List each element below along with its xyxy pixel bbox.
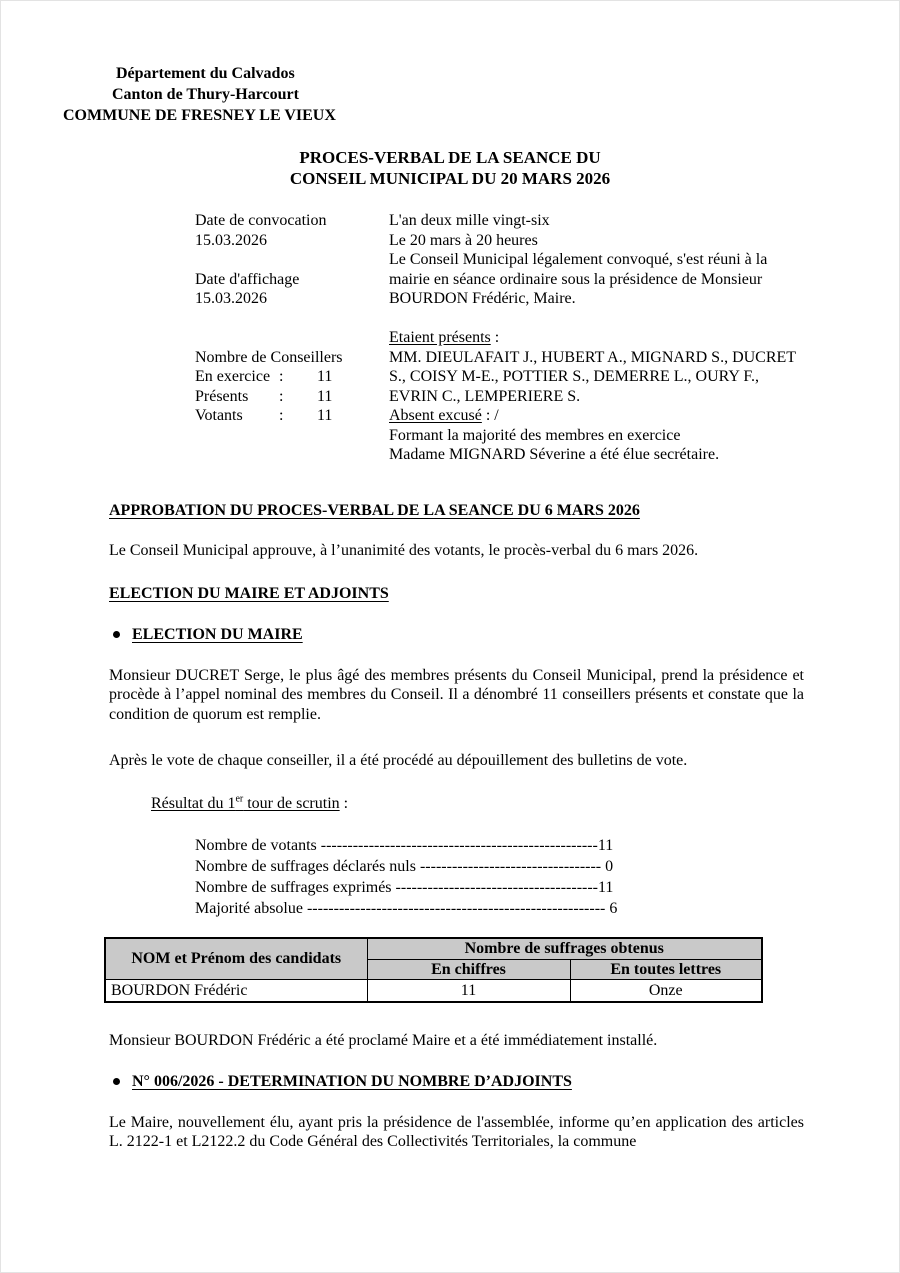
scrutin-line-majorite: [195, 898, 804, 919]
scrutin-line-votants: [195, 835, 804, 856]
absent-value: : /: [481, 407, 499, 424]
convocation-date: 15.03.2026: [195, 231, 267, 249]
spacer: [195, 309, 389, 329]
scrutin-round-rest: tour de scrutin: [243, 794, 340, 812]
scrutin-value: 11: [598, 879, 614, 896]
scrutin-round-label: [151, 794, 804, 814]
counter-row-exercice: [195, 367, 389, 387]
spacer: [195, 250, 389, 270]
bullet-icon: [113, 631, 120, 638]
counter-value: 11: [317, 368, 333, 385]
scrutin-label: Majorité absolue: [195, 900, 307, 917]
proclamation-paragraph: Monsieur BOURDON Frédéric a été proclamé Maire et a été immédiatement installé.: [109, 1031, 658, 1049]
scrutin-round-ordinal: er: [235, 793, 244, 805]
letterhead-departement: Département du Calvados: [116, 65, 295, 82]
election-maire-heading: ELECTION DU MAIRE: [132, 626, 303, 643]
presents-label-colon: :: [490, 329, 500, 346]
session-date-words: L'an deux mille vingt-six: [389, 212, 550, 229]
counter-label: En exercice: [195, 368, 271, 385]
scrutin-label: Nombre de suffrages déclarés nuls: [195, 858, 420, 875]
election-paragraph-1: Monsieur DUCRET Serge, le plus âgé des membres présents du Conseil Municipal, prend la présidence et procède à l’appel nominal des membres du Conseil. Il a dénombré 11 conseillers présents et constate que la condition de quorum est remplie.: [109, 666, 804, 723]
digits-cell: 11: [367, 980, 570, 1002]
counter-row-presents: [195, 387, 389, 407]
scrutin-results-list: [195, 835, 804, 919]
document-body: [109, 501, 804, 1152]
absent-label: Absent excusé: [389, 407, 482, 424]
scrutin-value: 0: [601, 858, 614, 875]
digits-header-cell: En chiffres: [367, 959, 570, 980]
letterhead-commune: COMMUNE DE FRESNEY LE VIEUX: [63, 107, 336, 124]
meeting-meta: [195, 211, 802, 465]
secretary-line: Madame MIGNARD Séverine a été élue secrétaire.: [389, 446, 720, 463]
counters-title: Nombre de Conseillers: [195, 348, 343, 366]
letterhead: [63, 1, 899, 126]
scrutin-value: 11: [597, 837, 614, 854]
title-line-2: CONSEIL MUNICIPAL DU 20 MARS 2026: [289, 169, 611, 188]
affichage-date: 15.03.2026: [195, 290, 267, 307]
document-title: [1, 147, 899, 189]
scrutin-round-underlined: [151, 795, 340, 812]
title-line-1: PROCES-VERBAL DE LA SEANCE DU: [299, 148, 601, 167]
scrutin-dashes: ----------------------------------: [419, 858, 602, 875]
scrutin-value: 6: [605, 900, 618, 917]
spacer: [389, 309, 802, 329]
presents-names: MM. DIEULAFAIT J., HUBERT A., MIGNARD S., DUCRET S., COISY M-E., POTTIER S., DEMERRE L., OURY F., EVRIN C., LEMPERIERE S.: [389, 348, 796, 405]
meta-right-column: [389, 211, 802, 465]
majority-line: Formant la majorité des membres en exercice: [389, 426, 681, 444]
approbation-paragraph: Le Conseil Municipal approuve, à l’unanimité des votants, le procès-verbal du 6 mars 2026.: [109, 542, 699, 559]
counter-value: 11: [317, 387, 333, 405]
letters-header-cell: En toutes lettres: [570, 959, 762, 980]
bullet-heading-adjoints: [109, 1072, 804, 1092]
table-header-row-1: [105, 938, 762, 959]
affichage-label: Date d'affichage: [195, 270, 300, 288]
letters-cell: Onze: [570, 980, 762, 1002]
election-paragraph-2: Après le vote de chaque conseiller, il a été procédé au dépouillement des bulletins de vote.: [109, 752, 688, 769]
scrutin-dashes: --------------------------------------: [395, 879, 598, 896]
convened-paragraph: Le Conseil Municipal légalement convoqué, s'est réuni à la mairie en séance ordinaire sous la présidence de Monsieur BOURDON Frédéric, Maire.: [389, 251, 768, 307]
vote-results-table: [104, 937, 763, 1003]
candidate-name-cell: BOURDON Frédéric: [105, 980, 367, 1002]
presents-label-line: [389, 328, 802, 348]
scrutin-round-prefix: Résultat du 1: [151, 794, 236, 812]
counter-value: 11: [317, 407, 333, 424]
convocation-label: Date de convocation: [195, 212, 327, 229]
counter-label: Votants: [195, 407, 243, 424]
bullet-heading-election-maire: [109, 625, 804, 645]
counter-label: Présents: [195, 387, 249, 405]
meta-left-column: [195, 211, 389, 465]
counter-colon: :: [279, 387, 284, 405]
scrutin-dashes: ----------------------------------------------------: [320, 837, 598, 854]
counter-row-votants: [195, 406, 389, 426]
presents-label: Etaient présents: [389, 329, 491, 346]
absent-line: [389, 406, 802, 426]
adjoints-heading: N° 006/2026 - DETERMINATION DU NOMBRE D’ADJOINTS: [132, 1073, 572, 1090]
scrutin-round-colon: :: [339, 794, 349, 812]
approbation-heading: APPROBATION DU PROCES-VERBAL DE LA SEANCE DU 6 MARS 2026: [109, 501, 640, 519]
spacer: [195, 328, 389, 348]
scrutin-label: Nombre de suffrages exprimés: [195, 879, 396, 896]
bullet-icon: [113, 1078, 120, 1085]
scrutin-line-exprimes: [195, 877, 804, 898]
scrutin-label: Nombre de votants: [195, 837, 321, 854]
table-data-row: [105, 980, 762, 1002]
session-date-time: Le 20 mars à 20 heures: [389, 231, 538, 249]
counter-colon: :: [279, 368, 284, 385]
suffrages-header-cell: Nombre de suffrages obtenus: [367, 938, 762, 959]
election-section-heading: ELECTION DU MAIRE ET ADJOINTS: [109, 584, 389, 602]
scrutin-dashes: --------------------------------------------------------: [306, 900, 606, 917]
letterhead-canton: Canton de Thury-Harcourt: [112, 86, 299, 103]
adjoints-paragraph: Le Maire, nouvellement élu, ayant pris la présidence de l'assemblée, informe qu’en application des articles L. 2122-1 et L2122.2 du Code Général des Collectivités Territoriales, la commune: [109, 1113, 804, 1150]
counter-colon: :: [279, 407, 284, 424]
candidates-header-cell: NOM et Prénom des candidats: [105, 938, 367, 980]
scrutin-line-nuls: [195, 856, 804, 877]
